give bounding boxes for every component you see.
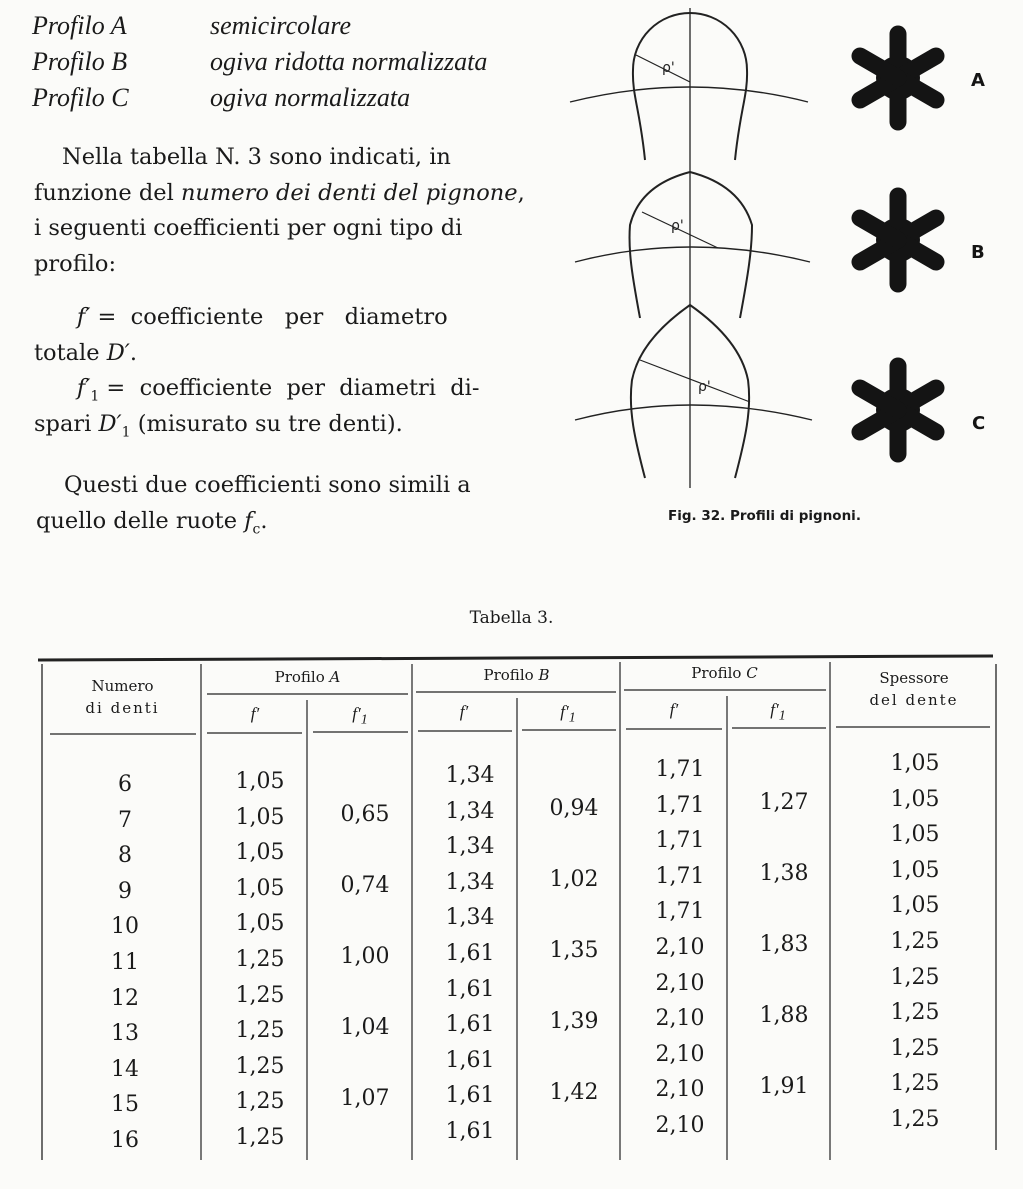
table-cell-value: 1,71 bbox=[655, 792, 705, 818]
table-cell-value: 1,71 bbox=[655, 828, 705, 854]
intro-line-3: i seguenti coefficienti per ogni tipo di bbox=[34, 215, 463, 241]
tooth-profile-c bbox=[575, 305, 812, 478]
table-cell-count: 16 bbox=[111, 1128, 139, 1153]
definition-f: f′ = coefficiente per diametro bbox=[76, 304, 448, 330]
table-cell-value: 1,25 bbox=[235, 1089, 285, 1115]
table-cell-value: 1,38 bbox=[759, 860, 809, 886]
header-di-denti: di denti bbox=[85, 699, 160, 717]
definition-f-cont: totale D′. bbox=[34, 340, 138, 366]
header-profilo-b: Profilo B bbox=[483, 666, 550, 684]
pinion-profiles-figure bbox=[560, 0, 1020, 500]
table-cell-value: 1,71 bbox=[655, 899, 705, 925]
header-c-f1: $f'_1$ bbox=[770, 700, 786, 724]
pinion-shape-a bbox=[860, 34, 936, 122]
table-cell-value: 1,34 bbox=[445, 798, 495, 824]
table-cell-value: 1,34 bbox=[445, 869, 495, 895]
closing-line-1: Questi due coefficienti sono simili a bbox=[64, 472, 471, 498]
table-cell-count: 14 bbox=[111, 1056, 139, 1082]
table-cell-value: 1,61 bbox=[445, 976, 495, 1002]
header-profilo-c: Profilo C bbox=[691, 664, 758, 682]
table-cell-count: 9 bbox=[118, 878, 132, 904]
rho-label-b: ρ' bbox=[671, 218, 684, 234]
profile-desc: ogiva normalizzata bbox=[210, 83, 411, 112]
table-cell-value: 1,61 bbox=[445, 941, 495, 966]
table-cell-value: 1,25 bbox=[890, 1035, 940, 1061]
rho-label-a: ρ' bbox=[662, 60, 675, 76]
intro-emphasis: numero dei denti del pignone bbox=[180, 180, 518, 206]
table-cell-value: 1,83 bbox=[759, 932, 809, 957]
profile-list bbox=[32, 8, 487, 116]
table-cell-value: 1,91 bbox=[759, 1074, 809, 1100]
table-cell-value: 1,25 bbox=[235, 947, 285, 972]
table-cell-count: 6 bbox=[118, 772, 132, 797]
table-cell-value: 1,39 bbox=[549, 1009, 599, 1035]
table-cell-value: 1,61 bbox=[445, 1083, 495, 1109]
table-cell-value: 2,10 bbox=[655, 1006, 705, 1032]
header-numero: Numero bbox=[91, 677, 154, 695]
table-cell-value: 1,34 bbox=[445, 763, 495, 788]
profile-name: Profilo A bbox=[32, 11, 127, 40]
profile-desc: ogiva ridotta normalizzata bbox=[210, 47, 488, 76]
table-cell-count: 12 bbox=[111, 985, 139, 1011]
table-cell-value: 2,10 bbox=[655, 1077, 705, 1103]
definition-f1: $f'_1$ = coefficiente per diametri di- bbox=[76, 375, 480, 405]
tooth-profile-a bbox=[570, 13, 808, 160]
table-cell-value: 1,25 bbox=[890, 1071, 940, 1097]
table-cell-value: 1,71 bbox=[655, 757, 705, 782]
table-cell-value: 0,94 bbox=[549, 795, 599, 821]
table-cell-value: 1,00 bbox=[340, 944, 390, 969]
profile-item-b bbox=[32, 44, 487, 80]
table-cell-value: 1,05 bbox=[890, 857, 940, 883]
table-cell-count: 8 bbox=[118, 843, 132, 869]
table-cell-value: 1,05 bbox=[235, 911, 285, 937]
table-cell-value: 0,65 bbox=[340, 801, 390, 827]
definition-f1-cont: spari $D'_1$ (misurato su tre denti). bbox=[34, 411, 403, 441]
table-cell-count: 7 bbox=[118, 807, 132, 833]
header-b-f: f′ bbox=[459, 702, 469, 721]
header-c-f: f′ bbox=[669, 700, 679, 719]
table-title: Tabella 3. bbox=[469, 608, 554, 628]
table-cell-value: 1,25 bbox=[235, 1018, 285, 1044]
header-profilo-a: Profilo A bbox=[274, 668, 341, 686]
table-cell-value: 1,05 bbox=[235, 804, 285, 830]
figure-label-a: A bbox=[971, 70, 985, 91]
table-cell-value: 1,71 bbox=[655, 863, 705, 889]
table-cell-value: 1,88 bbox=[759, 1003, 809, 1029]
table-cell-value: 1,05 bbox=[890, 751, 940, 776]
table-cell-value: 2,10 bbox=[655, 935, 705, 960]
figure-label-b: B bbox=[971, 242, 985, 263]
header-a-f1: $f'_1$ bbox=[352, 704, 368, 728]
table-cell-value: 1,61 bbox=[445, 1047, 495, 1073]
table-cell-value: 1,61 bbox=[445, 1119, 495, 1144]
table-cell-value: 2,10 bbox=[655, 970, 705, 996]
closing-line-2: quello delle ruote $f_c$. bbox=[36, 508, 268, 538]
figure-caption: Fig. 32. Profili di pignoni. bbox=[668, 508, 861, 524]
figure-label-c: C bbox=[972, 413, 986, 434]
tooth-profile-b bbox=[575, 172, 810, 318]
header-a-f: f′ bbox=[250, 704, 260, 723]
header-spessore: Spessore bbox=[879, 669, 949, 687]
table-cell-count: 11 bbox=[111, 950, 139, 975]
header-del-dente: del dente bbox=[869, 691, 959, 709]
profile-name: Profilo B bbox=[32, 47, 128, 76]
table-cell-value: 1,02 bbox=[549, 866, 599, 892]
table-cell-value: 1,25 bbox=[235, 1053, 285, 1079]
profile-item-a bbox=[32, 8, 487, 44]
table-cell-value: 1,05 bbox=[235, 769, 285, 794]
table-cell-count: 10 bbox=[111, 914, 139, 940]
table-cell-value: 1,05 bbox=[890, 786, 940, 812]
table-cell-value: 1,25 bbox=[235, 982, 285, 1008]
intro-line-2: funzione del numero dei denti del pignone, bbox=[34, 180, 525, 206]
table-cell-value: 1,34 bbox=[445, 834, 495, 860]
table-cell-count: 15 bbox=[111, 1092, 139, 1118]
rho-label-c: ρ' bbox=[698, 379, 711, 395]
table-cell-value: 1,07 bbox=[340, 1086, 390, 1112]
table-cell-value: 2,10 bbox=[655, 1041, 705, 1067]
table-cell-value: 1,05 bbox=[235, 875, 285, 901]
table-cell-value: 1,34 bbox=[445, 905, 495, 931]
table-cell-value: 1,42 bbox=[549, 1080, 599, 1106]
pinion-shape-b bbox=[860, 196, 936, 284]
table-cell-value: 1,61 bbox=[445, 1012, 495, 1038]
intro-line-1: Nella tabella N. 3 sono indicati, in bbox=[62, 144, 451, 170]
table-cell-value: 1,25 bbox=[890, 929, 940, 954]
profile-desc: semicircolare bbox=[210, 11, 352, 40]
table-cell-value: 1,35 bbox=[549, 938, 599, 963]
table-cell-value: 0,74 bbox=[340, 872, 390, 898]
table-cell-value: 1,25 bbox=[235, 1125, 285, 1150]
profile-item-c bbox=[32, 80, 487, 116]
table-cell-value: 1,25 bbox=[890, 1000, 940, 1026]
table-cell-value: 1,05 bbox=[235, 840, 285, 866]
table-cell-value: 1,27 bbox=[759, 789, 809, 815]
header-b-f1: $f'_1$ bbox=[560, 702, 576, 726]
table-cell-value: 2,10 bbox=[655, 1113, 705, 1138]
table-cell-value: 1,25 bbox=[890, 964, 940, 990]
intro-line-4: profilo: bbox=[34, 251, 117, 277]
pinion-shape-c bbox=[860, 366, 936, 454]
profile-name: Profilo C bbox=[32, 83, 129, 112]
table-cell-value: 1,25 bbox=[890, 1107, 940, 1132]
table-cell-count: 13 bbox=[111, 1021, 139, 1047]
table-cell-value: 1,04 bbox=[340, 1015, 390, 1041]
table-cell-value: 1,05 bbox=[890, 893, 940, 919]
table-cell-value: 1,05 bbox=[890, 822, 940, 848]
